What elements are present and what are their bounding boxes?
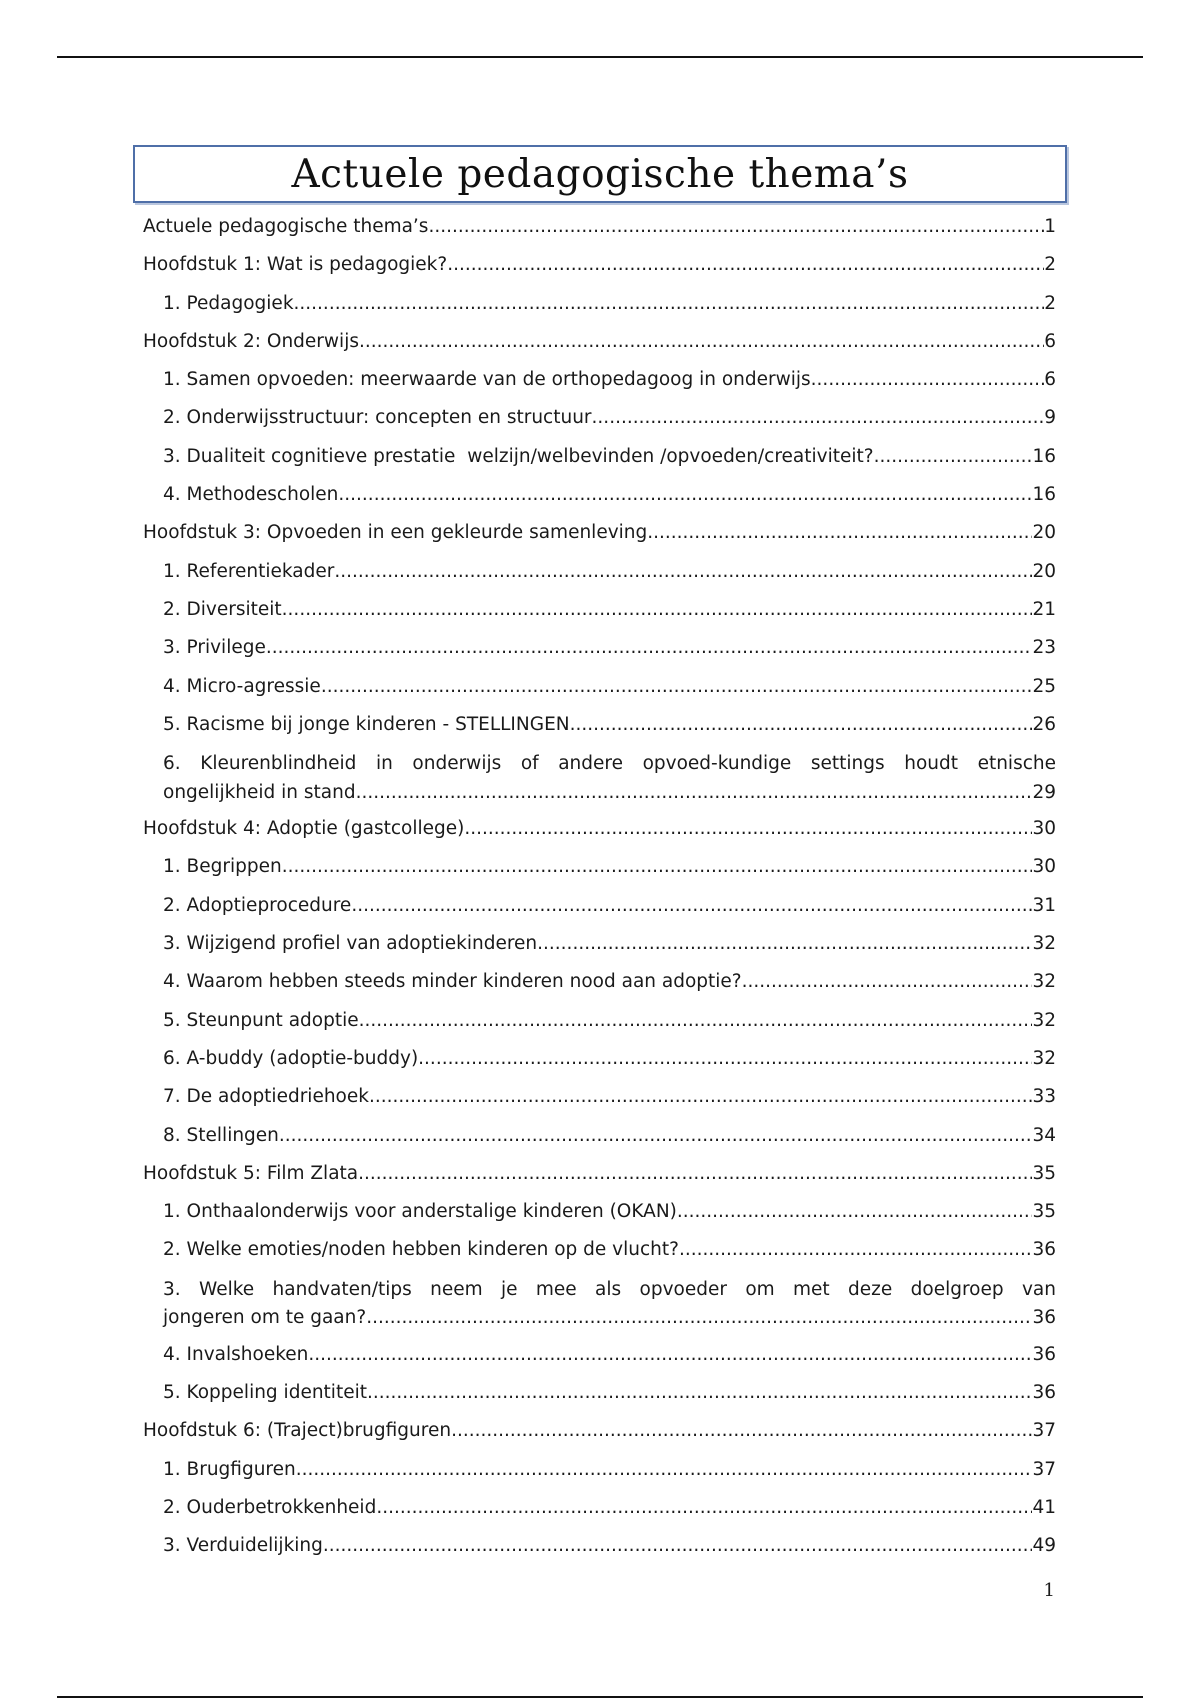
- toc-entry-page: 23: [1032, 637, 1056, 659]
- toc-entry-label: Hoofdstuk 1: Wat is pedagogiek?: [143, 254, 448, 276]
- toc-entry[interactable]: [143, 208, 1056, 246]
- toc-entry-page: 33: [1032, 1086, 1056, 1108]
- toc-entry-page: 37: [1032, 1420, 1056, 1442]
- toc-entry-page: 2: [1044, 292, 1056, 314]
- toc-entry-label: 5. Steunpunt adoptie: [163, 1009, 359, 1031]
- toc-entry[interactable]: [143, 1527, 1056, 1565]
- toc-entry-label: 4. Waarom hebben steeds minder kinderen nood aan adoptie?: [163, 971, 742, 993]
- toc-entry[interactable]: [143, 438, 1056, 476]
- toc-entry-page: 26: [1032, 713, 1056, 735]
- toc-entry[interactable]: [143, 1193, 1056, 1231]
- toc-entry-label: 4. Micro-agressie: [163, 675, 321, 697]
- toc-entry-label: 4. Methodescholen: [163, 484, 339, 506]
- toc-entry[interactable]: [143, 1117, 1056, 1155]
- toc-entry-page: 2: [1044, 254, 1056, 276]
- toc-entry[interactable]: [143, 285, 1056, 323]
- toc-entry[interactable]: [143, 399, 1056, 437]
- toc-entry[interactable]: [143, 848, 1056, 886]
- toc-entry-label: 2. Diversiteit: [163, 598, 282, 620]
- toc-entry-label: 5. Racisme bij jonge kinderen - STELLINGEN: [163, 713, 570, 735]
- toc-entry[interactable]: [143, 1489, 1056, 1527]
- toc-entry-label: Hoofdstuk 2: Onderwijs: [143, 330, 359, 352]
- toc-entry-label: 2. Ouderbetrokkenheid: [163, 1496, 377, 1518]
- toc-entry-page: 20: [1032, 522, 1056, 544]
- toc-entry-page: 36: [1032, 1343, 1056, 1365]
- toc-entry[interactable]: [143, 1412, 1056, 1450]
- toc-entry[interactable]: [143, 1078, 1056, 1116]
- toc-entry[interactable]: [143, 744, 1056, 810]
- toc-entry-label: 1. Referentiekader: [163, 560, 335, 582]
- toc-entry-page: 30: [1032, 856, 1056, 878]
- toc-entry-label: Hoofdstuk 3: Opvoeden in een gekleurde samenleving: [143, 522, 648, 544]
- toc-entry-page: 6: [1044, 330, 1056, 352]
- footer-rule: [57, 1696, 1143, 1698]
- toc-entry-page: 30: [1032, 818, 1056, 840]
- toc-entry[interactable]: [143, 1374, 1056, 1412]
- toc-entry-page: 36: [1032, 1382, 1056, 1404]
- toc-entry-page: 20: [1032, 560, 1056, 582]
- toc-entry[interactable]: [143, 810, 1056, 848]
- toc-entry[interactable]: [143, 323, 1056, 361]
- toc-entry-page: 36: [1032, 1239, 1056, 1261]
- toc-entry[interactable]: [143, 246, 1056, 284]
- toc-entry[interactable]: [143, 963, 1056, 1001]
- toc-entry-page: 21: [1032, 598, 1056, 620]
- toc-entry-label: 5. Koppeling identiteit: [163, 1382, 367, 1404]
- toc-entry-page: 32: [1032, 933, 1056, 955]
- title-box: [133, 145, 1067, 203]
- toc-entry-page: 32: [1032, 1009, 1056, 1031]
- toc-entry[interactable]: [143, 1002, 1056, 1040]
- page-number: 1: [1043, 1580, 1055, 1601]
- toc-entry-label: 4. Invalshoeken: [163, 1343, 309, 1365]
- toc-entry-label: 1. Brugfiguren: [163, 1458, 296, 1480]
- toc-entry-page: 1: [1044, 216, 1056, 237]
- toc-entry-label: 1. Samen opvoeden: meerwaarde van de orthopedagoog in onderwijs: [163, 369, 811, 391]
- toc-entry[interactable]: [143, 887, 1056, 925]
- toc-entry-label: 2. Welke emoties/noden hebben kinderen op de vlucht?: [163, 1239, 679, 1261]
- toc-entry-label-line1: 3. Welke handvaten/tips neem je mee als opvoeder om met deze doelgroep van: [163, 1278, 1056, 1300]
- toc-entry-page: 32: [1032, 971, 1056, 993]
- toc-entry-label: Hoofdstuk 4: Adoptie (gastcollege): [143, 818, 465, 840]
- toc-entry-label: Hoofdstuk 6: (Traject)brugfiguren: [143, 1420, 452, 1442]
- toc-entry[interactable]: [143, 1270, 1056, 1336]
- toc-entry-label: Actuele pedagogische thema’s: [143, 216, 429, 237]
- toc-entry[interactable]: [143, 706, 1056, 744]
- document-title: Actuele pedagogische thema’s: [291, 152, 909, 197]
- toc-entry-page: 25: [1032, 675, 1056, 697]
- toc-entry-page: 29: [1032, 781, 1056, 803]
- header-rule: [57, 56, 1143, 58]
- toc-entry-label: 3. Verduidelijking: [163, 1535, 323, 1557]
- toc-entry-label: Hoofdstuk 5: Film Zlata: [143, 1162, 359, 1184]
- toc-entry[interactable]: [143, 1155, 1056, 1193]
- toc-entry-label: 8. Stellingen: [163, 1124, 279, 1146]
- toc-entry-label-line2: ongelijkheid in stand: [163, 781, 356, 803]
- toc-entry-label: 1. Pedagogiek: [163, 292, 294, 314]
- toc-entry-label-line1: 6. Kleurenblindheid in onderwijs of andere opvoed-kundige settings houdt etnische: [163, 753, 1056, 775]
- toc-entry[interactable]: [143, 668, 1056, 706]
- toc-entry-page: 35: [1032, 1162, 1056, 1184]
- toc-entry-page: 16: [1032, 445, 1056, 467]
- toc-entry[interactable]: [143, 1231, 1056, 1269]
- toc-entry-label-line2: jongeren om te gaan?: [163, 1307, 367, 1329]
- toc-entry-page: 36: [1032, 1307, 1056, 1329]
- toc-entry[interactable]: [143, 925, 1056, 963]
- toc-entry-page: 31: [1032, 894, 1056, 916]
- toc-entry-page: 41: [1032, 1496, 1056, 1518]
- toc-entry[interactable]: [143, 591, 1056, 629]
- toc-entry-page: 49: [1032, 1535, 1056, 1557]
- toc-entry-page: 16: [1032, 484, 1056, 506]
- toc-entry-label: 3. Wijzigend profiel van adoptiekinderen: [163, 933, 538, 955]
- toc-entry-page: 37: [1032, 1458, 1056, 1480]
- toc-entry-page: 32: [1032, 1047, 1056, 1069]
- toc-entry-label: 3. Privilege: [163, 637, 266, 659]
- toc-entry-label: 2. Adoptieprocedure: [163, 894, 352, 916]
- toc-entry[interactable]: [143, 514, 1056, 552]
- toc-entry-page: 35: [1032, 1201, 1056, 1223]
- toc-entry-page: 34: [1032, 1124, 1056, 1146]
- toc-entry[interactable]: [143, 629, 1056, 667]
- toc-entry[interactable]: [143, 1451, 1056, 1489]
- table-of-contents: [143, 208, 1056, 1566]
- toc-entry-label: 1. Begrippen: [163, 856, 282, 878]
- toc-entry-label: 6. A-buddy (adoptie-buddy): [163, 1047, 419, 1069]
- toc-entry[interactable]: [143, 476, 1056, 514]
- toc-entry[interactable]: [143, 361, 1056, 399]
- toc-entry[interactable]: [143, 553, 1056, 591]
- toc-entry[interactable]: [143, 1336, 1056, 1374]
- toc-entry-page: 6: [1044, 369, 1056, 391]
- toc-entry-page: 9: [1044, 407, 1056, 429]
- toc-entry-label: 3. Dualiteit cognitieve prestatie welzijn/welbevinden /opvoeden/creativiteit?: [163, 445, 874, 467]
- toc-entry-label: 1. Onthaalonderwijs voor anderstalige kinderen (OKAN): [163, 1201, 677, 1223]
- toc-entry-label: 2. Onderwijsstructuur: concepten en structuur: [163, 407, 592, 429]
- toc-entry[interactable]: [143, 1040, 1056, 1078]
- toc-entry-label: 7. De adoptiedriehoek: [163, 1086, 369, 1108]
